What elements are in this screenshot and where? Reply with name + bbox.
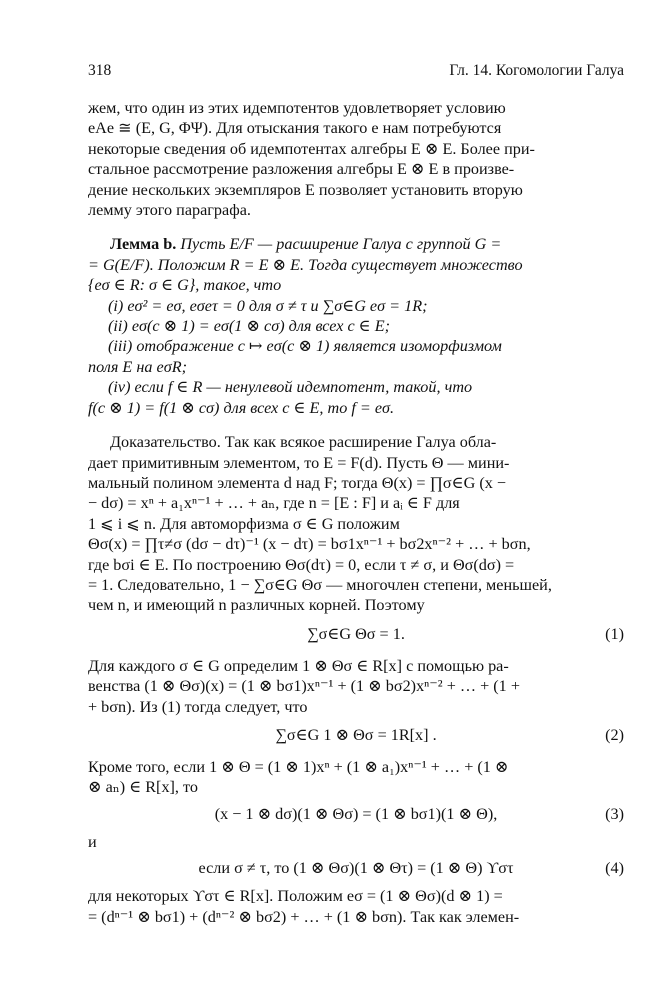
paragraph xyxy=(88,656,624,717)
equation-expression: (x − 1 ⊗ dσ)(1 ⊗ Θσ) = (1 ⊗ bσ1)(1 ⊗ Θ), xyxy=(214,804,498,823)
equation-number: (2) xyxy=(605,725,624,744)
text-line: eAe ≅ (E, G, ΦΨ). Для отыскания такого e нам потребуются xyxy=(88,119,502,138)
conjunction-text: и xyxy=(88,832,97,851)
lemma-statement-line1 xyxy=(88,234,624,254)
text-line: Θσ(x) = ∏τ≠σ (dσ − dτ)⁻¹ (x − dτ) = bσ1xⁿ⁻¹ + bσ2xⁿ⁻² + … + bσn, xyxy=(88,535,531,554)
text-line: = G(E/F). Положим R = E ⊗ E. Тогда существует множество xyxy=(88,255,523,274)
equation-number: (4) xyxy=(605,859,624,878)
page-number: 318 xyxy=(88,62,112,79)
text-line: где bσi ∈ E. По построению Θσ(dτ) = 0, если τ ≠ σ, и Θσ(dσ) = xyxy=(88,555,515,574)
text-line: дает примитивным элементом, то E = F(d). Пусть Θ — мини- xyxy=(88,453,510,472)
text-line: венства (1 ⊗ Θσ)(x) = (1 ⊗ bσ1)xⁿ⁻¹ + (1 ⊗ bσ2)xⁿ⁻² + … + (1 + xyxy=(88,677,520,696)
text-line: ⊗ aₙ) ∈ R[x], то xyxy=(88,778,198,797)
text-line: − dσ) = xⁿ + a₁xⁿ⁻¹ + … + aₙ, где n = [E : F] и aᵢ ∈ F для xyxy=(88,494,460,513)
text-line: некоторые сведения об идемпотентах алгебры E ⊗ E. Более при- xyxy=(88,139,535,158)
lemma-block xyxy=(88,234,624,418)
text-line: Для каждого σ ∈ G определим 1 ⊗ Θσ ∈ R[x] с помощью ра- xyxy=(88,656,509,675)
text-line: чем n, и имеющий n различных корней. Поэтому xyxy=(88,596,425,615)
lemma-item-ii: (ii) eσ(c ⊗ 1) = eσ(1 ⊗ cσ) для всех c ∈ E; xyxy=(108,317,390,336)
equation-expression: ∑σ∈G Θσ = 1. xyxy=(307,624,405,643)
text-line: 1 ⩽ i ⩽ n. Для автоморфизма σ ∈ G положим xyxy=(88,514,400,533)
text-line: поля E на eσR; xyxy=(88,357,187,376)
text-line: {eσ ∈ R: σ ∈ G}, такое, что xyxy=(88,276,282,295)
running-header xyxy=(88,62,624,86)
lemma-item-i: (i) eσ² = eσ, eσeτ = 0 для σ ≠ τ и ∑σ∈G eσ = 1R; xyxy=(108,296,428,315)
equation-expression: ∑σ∈G 1 ⊗ Θσ = 1R[x] . xyxy=(275,725,437,744)
equation-2 xyxy=(88,717,624,757)
text-line: лемму этого параграфа. xyxy=(88,201,251,220)
text-line: + bσn). Из (1) тогда следует, что xyxy=(88,697,308,716)
page-body xyxy=(88,98,624,927)
equation-number: (1) xyxy=(605,624,624,643)
paragraph xyxy=(88,757,624,798)
equation-4 xyxy=(88,852,624,886)
intro-paragraph xyxy=(88,98,624,220)
text-line: стальное рассмотрение разложения алгебры E ⊗ E в произве- xyxy=(88,160,515,179)
text-line: = 1. Следовательно, 1 − ∑σ∈G Θσ — многочлен степени, меньшей, xyxy=(88,575,552,594)
text-line: дение нескольких экземпляров E позволяет установить вторую xyxy=(88,180,523,199)
text-line: Доказательство. Так как всякое расширение Галуа обла- xyxy=(110,433,497,452)
lemma-statement-text: Пусть E/F — расширение Галуа с группой G = xyxy=(180,235,502,254)
lemma-heading: Лемма b. xyxy=(110,235,177,254)
equation-1 xyxy=(88,616,624,656)
text-line: Кроме того, если 1 ⊗ Θ = (1 ⊗ 1)xⁿ + (1 ⊗ a₁)xⁿ⁻¹ + … + (1 ⊗ xyxy=(88,757,509,776)
lemma-item-iii: (iii) отображение c ↦ eσ(c ⊗ 1) является изоморфизмом xyxy=(108,337,502,356)
text-line: жем, что один из этих идемпотентов удовлетворяет условию xyxy=(88,99,506,117)
text-line: = (dⁿ⁻¹ ⊗ bσ1) + (dⁿ⁻² ⊗ bσ2) + … + (1 ⊗ bσn). Так как элемен- xyxy=(88,907,520,926)
paragraph xyxy=(88,886,624,927)
text-line: мальный полином элемента d над F; тогда Θ(x) = ∏σ∈G (x − xyxy=(88,473,506,492)
text-line: f(c ⊗ 1) = f(1 ⊗ cσ) для всех c ∈ E, то f = eσ. xyxy=(88,398,395,417)
equation-expression: если σ ≠ τ, то (1 ⊗ Θσ)(1 ⊗ Θτ) = (1 ⊗ Θ) ϒστ xyxy=(198,859,514,878)
equation-number: (3) xyxy=(605,804,624,823)
proof-paragraph xyxy=(88,432,624,616)
lemma-item-iv: (iv) если f ∈ R — ненулевой идемпотент, такой, что xyxy=(108,378,473,397)
equation-3 xyxy=(88,798,624,832)
text-line: для некоторых ϒστ ∈ R[x]. Положим eσ = (1 ⊗ Θσ)(d ⊗ 1) = xyxy=(88,887,503,906)
chapter-title: Гл. 14. Когомологии Галуа xyxy=(449,62,624,79)
